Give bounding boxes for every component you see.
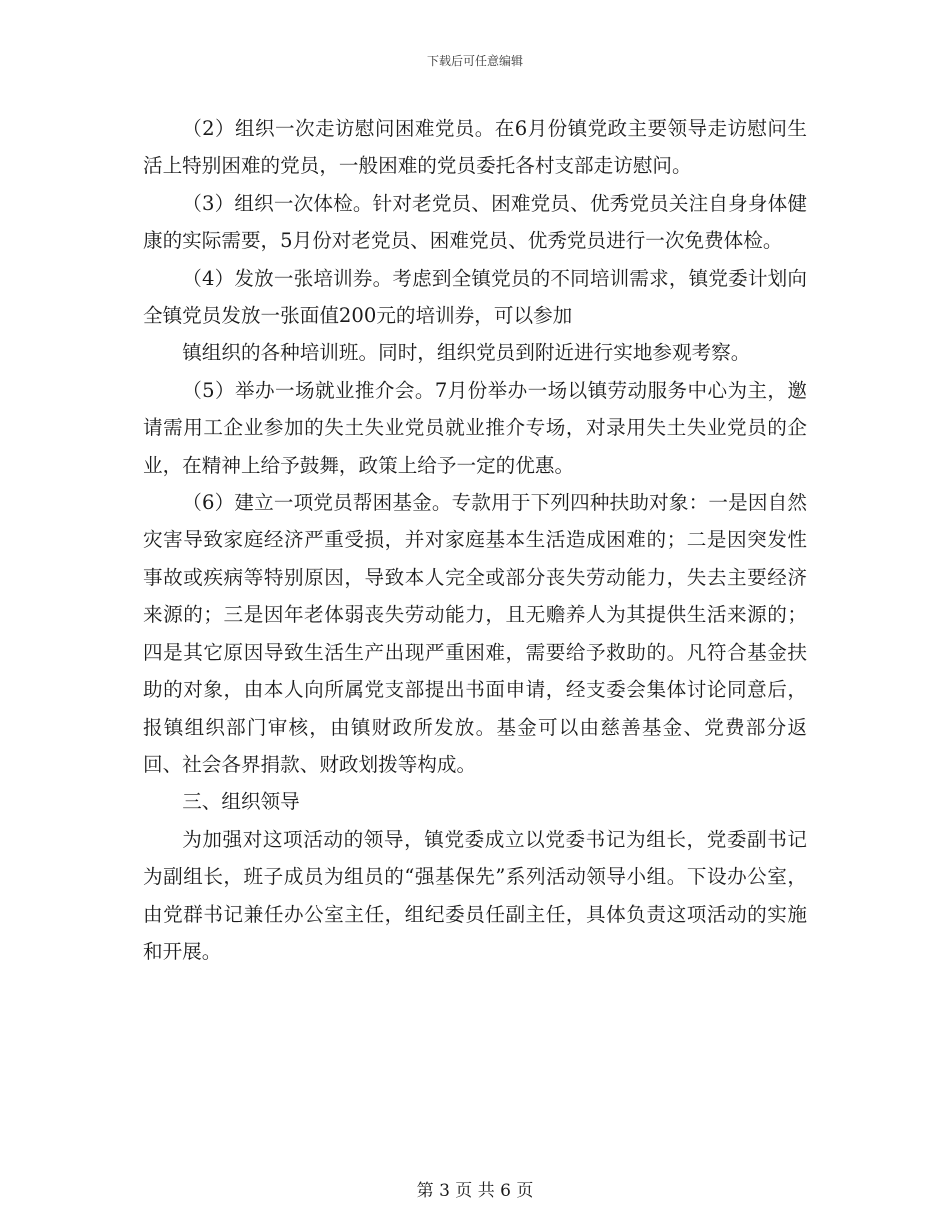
paragraph-training-voucher-continued: 镇组织的各种培训班。同时，组织党员到附近进行实地参观考察。 [182, 341, 751, 365]
section-heading-organization-leadership: 三、组织领导 [182, 790, 300, 814]
paragraph-training-voucher: （4）发放一张培训券。考虑到全镇党员的不同培训需求，镇党委计划向全镇党员发放一张面值200元的培训券，可以参加 [143, 266, 807, 328]
page-header: 下载后可任意编辑 [426, 54, 523, 68]
paragraph-visit-needy-members: （2）组织一次走访慰问困难党员。在6月份镇党政主要领导走访慰问生活上特别困难的党员，一般困难的党员委托各村支部走访慰问。 [143, 117, 807, 178]
page-number-footer: 第 3 页 共 6 页 [416, 1181, 534, 1201]
paragraph-assistance-fund: （6）建立一项党员帮困基金。专款用于下列四种扶助对象：一是因自然灾害导致家庭经济严重受损，并对家庭基本生活造成困难的；二是因突发性事故或疾病等特别原因，导致本人完全或部分丧失劳动能力，失去主要经济来源的；三是因年老体弱丧失劳动能力，且无赡养人为其提供生活来源的；四是其它原因导致生活生产出现严重困难，需要给予救助的。凡符合基金扶助的对象，由本人向所属党支部提出书面申请，经支委会集体讨论同意后，报镇组织部门审核，由镇财政所发放。基金可以由慈善基金、党费部分返回、社会各界捐款、财政划拨等构成。 [143, 491, 807, 776]
paragraph-health-checkup: （3）组织一次体检。针对老党员、困难党员、优秀党员关注自身身体健康的实际需要，5月份对老党员、困难党员、优秀党员进行一次免费体检。 [143, 191, 807, 253]
document-body [143, 110, 807, 970]
paragraph-job-fair: （5）举办一场就业推介会。7月份举办一场以镇劳动服务中心为主，邀请需用工企业参加的失土失业党员就业推介专场，对录用失土失业党员的企业，在精神上给予鼓舞，政策上给予一定的优惠。 [143, 378, 807, 477]
paragraph-leadership-group: 为加强对这项活动的领导，镇党委成立以党委书记为组长，党委副书记为副组长，班子成员为组员的“强基保先”系列活动领导小组。下设办公室，由党群书记兼任办公室主任，组纪委员任副主任，具体负责这项活动的实施和开展。 [143, 827, 807, 963]
